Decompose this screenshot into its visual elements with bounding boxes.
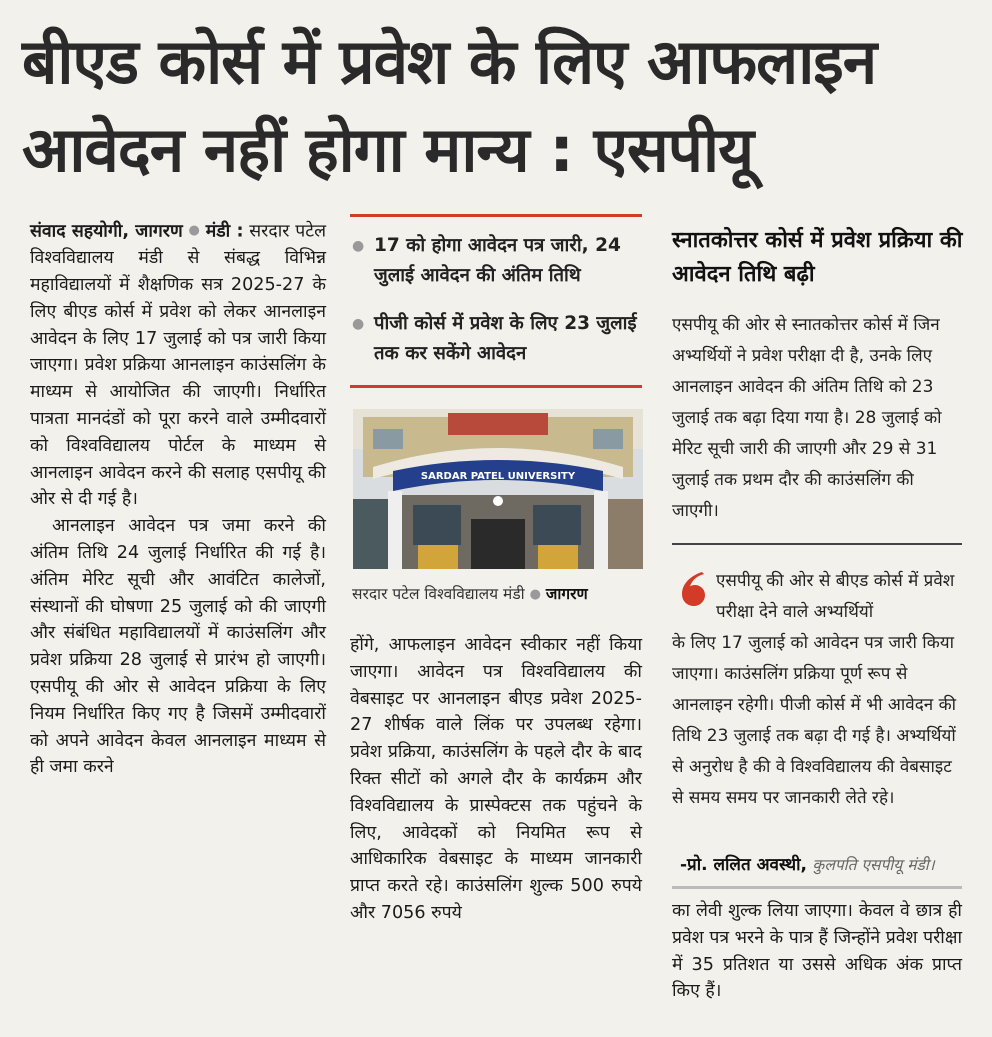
pull-quote-text: के लिए 17 जुलाई को आवेदन पत्र जारी किया जाएगा। काउंसलिंग प्रक्रिया पूर्ण रूप से आनलाइन रहेगी। पीजी कोर्स में भी आवेदन की तिथि 23 जुलाई तक बढ़ा दी गई है। अभ्यर्थियों से अनुरोध है की वे विश्वविद्यालय की वेबसाइट से समय समय पर जानकारी लेते रहे। (672, 633, 957, 808)
bullet-icon: ● (352, 316, 365, 332)
bullet-icon: ● (352, 238, 365, 254)
sidebar-body: एसपीयू की ओर से स्नातकोत्तर कोर्स में जिन अभ्यर्थियों ने प्रवेश परीक्षा दी है, उनके लिए आनलाइन आवेदन की अंतिम तिथि को 23 जुलाई तक बढ़ा दिया गया है। 28 जुलाई को मेरिट सूची जारी की जाएगी और 29 से 31 जुलाई तक प्रथम दौर की काउंसलिंग की जाएगी। (672, 315, 942, 521)
dateline-place: मंडी : (205, 221, 244, 242)
university-photo (353, 409, 643, 569)
caption-credit: जागरण (545, 585, 588, 603)
headline-line-2: आवेदन नहीं होगा मान्य : एसपीयू (22, 113, 754, 186)
sidebar-heading: स्नातकोत्तर कोर्स में प्रवेश प्रक्रिया की आवेदन तिथि बढ़ी (672, 228, 963, 287)
highlight-item-2: ● पीजी कोर्स में प्रवेश के लिए 23 जुलाई तक कर सकेंगे आवेदन (352, 309, 640, 369)
article-paragraph-3: होंगे, आफलाइन आवेदन स्वीकार नहीं किया जाएगा। आवेदन पत्र विश्वविद्यालय की वेबसाइट पर आनलाइन बीएड प्रवेश 2025-27 शीर्षक वाले लिंक पर उपलब्ध रहेगा। प्रवेश प्रक्रिया, काउंसलिंग के पहले दौर के बाद रिक्त सीटों को अगले दौर के कार्यक्रम और विश्वविद्यालय के प्रास्पेक्टस तक पहुंचने के लिए, आवेदकों को नियमित रूप से आधिकारिक वेबसाइट के माध्यम जानकारी प्राप्त करते रहे। काउंसलिंग शुल्क 500 रुपये और 7056 रुपये (350, 635, 642, 923)
article-column-3 (672, 898, 962, 1005)
section-divider (672, 886, 962, 889)
pull-quote (672, 566, 962, 814)
article-paragraph-4: का लेवी शुल्क लिया जाएगा। केवल वे छात्र ही प्रवेश पत्र भरने के पात्र हैं जिन्होंने प्रवेश परीक्षा में 35 प्रतिशत या उससे अधिक अंक प्राप्त किए हैं। (672, 901, 962, 1002)
caption-dot-icon: ● (529, 587, 541, 602)
quote-author-role: कुलपति एसपीयू मंडी। (812, 856, 935, 874)
university-building-illustration (353, 409, 643, 569)
section-divider (672, 543, 962, 545)
university-sign: SARDAR PATEL UNIVERSITY (420, 471, 576, 482)
article-column-1 (30, 218, 326, 781)
photo-caption (352, 582, 644, 604)
byline: संवाद सहयोगी, जागरण (30, 221, 183, 242)
article-column-2 (350, 632, 642, 927)
pull-quote-first: एसपीयू की ओर से बीएड कोर्स में प्रवेश परीक्षा देने वाले अभ्यर्थियों (716, 571, 955, 622)
highlight-item-1: ● 17 को होगा आवेदन पत्र जारी, 24 जुलाई आवेदन की अंतिम तिथि (352, 231, 640, 291)
caption-text: सरदार पटेल विश्वविद्यालय मंडी (352, 585, 525, 603)
quote-author-name: -प्रो. ललित अवस्थी, (680, 855, 808, 875)
article-paragraph-1: सरदार पटेल विश्वविद्यालय मंडी से संबद्ध विभिन्न महाविद्यालयों में शैक्षणिक सत्र 2025-27 के लिए बीएड कोर्स में प्रवेश को लेकर आनलाइन आवेदन के लिए 17 जुलाई को पत्र जारी किया जाएगा। प्रवेश प्रक्रिया आनलाइन काउंसलिंग के माध्यम से आयोजित की जाएगी। निर्धारित पात्रता मानदंडों को पूरा करने वाले उम्मीदवारों को विश्वविद्यालय पोर्टल के माध्यम से आनलाइन आवेदन करने की सलाह एसपीयू की ओर से दी गई है। (30, 221, 327, 510)
highlights-box (350, 214, 642, 388)
headline (22, 18, 972, 194)
quote-author (680, 852, 964, 875)
article-paragraph-2: आनलाइन आवेदन पत्र जमा करने की अंतिम तिथि 24 जुलाई निर्धारित की गई है। अंतिम मेरिट सूची और आवंटित कालेजों, संस्थानों की घोषणा 25 जुलाई को की जाएगी और संबंधित महाविद्यालयों में काउंसलिंग और प्रवेश प्रक्रिया 28 जुलाई से प्रारंभ हो जाएगी। एसपीयू की ओर से आवेदन प्रक्रिया के लिए नियम निर्धारित किए गए है जिसमें उम्मीदवारों को अपने आवेदन केवल आनलाइन माध्यम से ही जमा करने (30, 516, 326, 778)
byline-dot-icon: ● (188, 223, 200, 238)
headline-line-1: बीएड कोर्स में प्रवेश के लिए आफलाइन (22, 25, 877, 98)
